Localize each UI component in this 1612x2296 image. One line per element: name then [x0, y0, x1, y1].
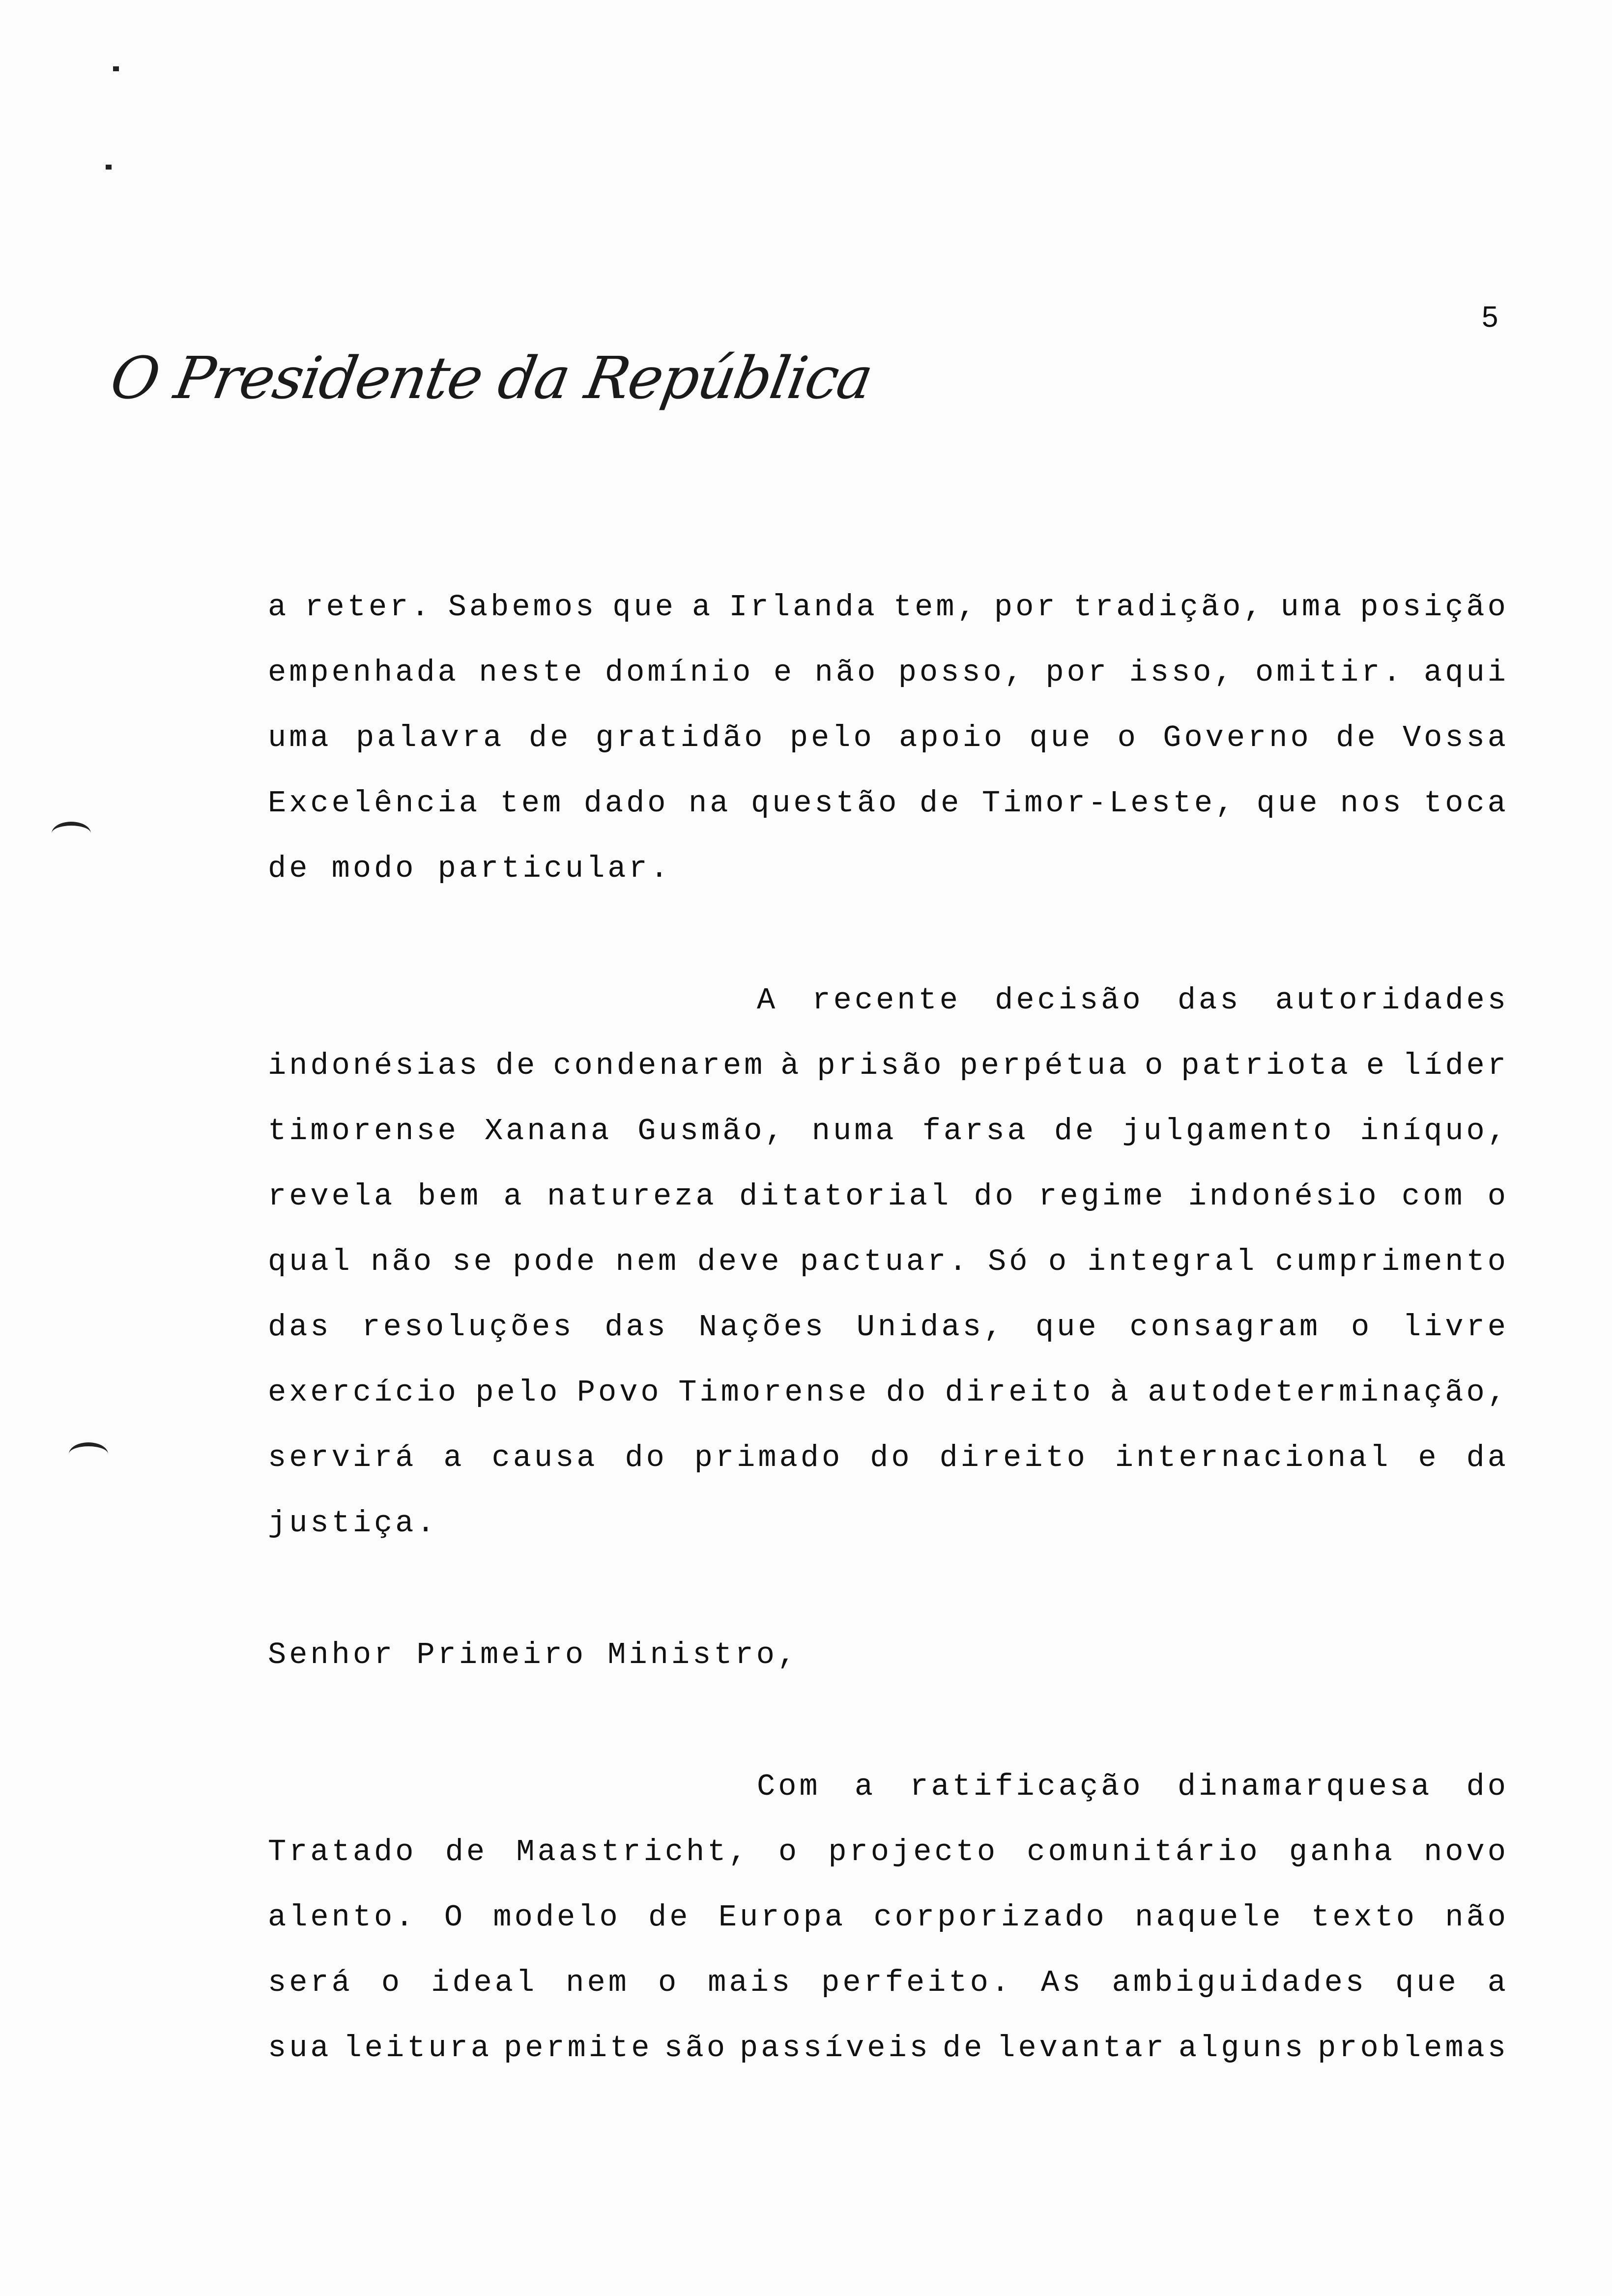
word: Irlanda: [729, 590, 878, 625]
text-line: [268, 1244, 1509, 1279]
word: Unidas,: [856, 1310, 1006, 1345]
word: mais: [708, 1965, 793, 2000]
word: com: [1401, 1179, 1466, 1214]
word: a: [503, 1179, 525, 1214]
word: condenarem: [553, 1048, 766, 1083]
word: neste: [479, 655, 585, 690]
paragraph2-last-line: justiça.: [268, 1506, 438, 1541]
text-line: [757, 983, 1509, 1018]
letterhead-title: O Presidente da República: [106, 344, 877, 412]
paragraph1-last-line: de modo particular.: [268, 851, 671, 886]
text-line: [268, 786, 1509, 821]
word: uma: [1280, 590, 1345, 625]
margin-dot: [106, 165, 112, 170]
word: das: [604, 1310, 668, 1345]
text-line: [757, 1769, 1509, 1804]
word: e: [1418, 1440, 1439, 1475]
word: comunitário: [1027, 1835, 1261, 1869]
word: livre: [1402, 1310, 1509, 1345]
text-line: [268, 1048, 1509, 1083]
word: Povo: [576, 1375, 662, 1410]
word: Com: [757, 1769, 821, 1804]
word: ditatorial: [739, 1179, 952, 1214]
word: numa: [811, 1114, 897, 1148]
word: regime: [1038, 1179, 1166, 1214]
word: Maastricht,: [516, 1835, 750, 1869]
word: isso,: [1129, 655, 1236, 690]
word: bem: [417, 1179, 482, 1214]
word: projecto: [828, 1835, 999, 1869]
word: reter.: [305, 590, 432, 625]
word: à: [780, 1048, 802, 1083]
word: consagram: [1129, 1310, 1321, 1345]
word: tradição,: [1073, 590, 1265, 625]
word: por: [1045, 655, 1110, 690]
word: o: [658, 1965, 680, 2000]
word: leitura: [343, 2031, 492, 2066]
margin-dot: [113, 66, 119, 71]
word: posso,: [898, 655, 1026, 690]
word: indonésio: [1188, 1179, 1380, 1214]
word: As: [1041, 1965, 1084, 2000]
text-line: [268, 1506, 438, 1541]
word: toca: [1424, 786, 1509, 821]
word: à: [1110, 1375, 1131, 1410]
word: indonésias: [268, 1048, 481, 1083]
word: dado: [583, 786, 669, 821]
text-line: [268, 720, 1509, 755]
word: revela: [268, 1179, 396, 1214]
word: são: [664, 2031, 728, 2066]
word: texto: [1311, 1900, 1417, 1935]
text-line: [268, 655, 1509, 690]
word: o: [778, 1835, 800, 1869]
word: ambiguidades: [1112, 1965, 1367, 2000]
word: não: [814, 655, 879, 690]
word: Europa: [718, 1900, 846, 1935]
word: que: [1035, 1310, 1099, 1345]
word: da: [1466, 1440, 1509, 1475]
word: A: [757, 983, 778, 1018]
word: apoio: [899, 720, 1006, 755]
word: o: [1048, 1244, 1070, 1279]
word: nem: [615, 1244, 680, 1279]
word: o: [381, 1965, 403, 2000]
word: Só: [987, 1244, 1031, 1279]
word: e: [773, 655, 795, 690]
word: a: [854, 1769, 876, 1804]
word: direito: [945, 1375, 1094, 1410]
word: pode: [513, 1244, 598, 1279]
word: que: [612, 590, 676, 625]
word: de: [1054, 1114, 1097, 1148]
word: a: [268, 590, 289, 625]
word: questão: [750, 786, 900, 821]
word: o: [1487, 1179, 1509, 1214]
word: iníquo,: [1360, 1114, 1509, 1148]
word: não: [371, 1244, 434, 1279]
word: palavra: [356, 720, 505, 755]
word: Excelência: [268, 786, 481, 821]
word: alguns: [1178, 2031, 1306, 2066]
word: pactuar.: [800, 1244, 970, 1279]
word: modelo: [493, 1900, 621, 1935]
word: autoridades: [1275, 983, 1509, 1018]
word: Timor-Leste,: [981, 786, 1237, 821]
word: o: [1351, 1310, 1373, 1345]
word: Tratado: [268, 1835, 417, 1869]
word: que: [1029, 720, 1094, 755]
text-line: [268, 2031, 1509, 2066]
word: Vossa: [1402, 720, 1509, 755]
text-line: [268, 1310, 1509, 1345]
word: tem,: [893, 590, 979, 625]
word: do: [625, 1440, 667, 1475]
word: na: [689, 786, 731, 821]
word: Gusmão,: [637, 1114, 786, 1148]
word: de: [648, 1900, 691, 1935]
word: do: [974, 1179, 1016, 1214]
word: nos: [1340, 786, 1404, 821]
text-line: [268, 590, 1509, 625]
word: pelo: [789, 720, 875, 755]
word: julgamento: [1122, 1114, 1335, 1148]
text-line: [268, 1179, 1509, 1214]
word: de: [528, 720, 572, 755]
word: do: [886, 1375, 929, 1410]
text-line: [268, 1835, 1509, 1869]
salutation: Senhor Primeiro Ministro,: [268, 1637, 799, 1672]
word: líder: [1402, 1048, 1509, 1083]
word: problemas: [1318, 2031, 1509, 2066]
word: por: [994, 590, 1058, 625]
word: O: [444, 1900, 466, 1935]
word: deve: [697, 1244, 782, 1279]
text-line: [268, 851, 671, 886]
word: decisão: [995, 983, 1144, 1018]
word: das: [1177, 983, 1241, 1018]
word: servirá: [268, 1440, 417, 1475]
word: do: [870, 1440, 913, 1475]
word: causa: [491, 1440, 598, 1475]
word: prisão: [817, 1048, 945, 1083]
word: cumprimento: [1275, 1244, 1509, 1279]
word: exercício: [268, 1375, 459, 1410]
word: timorense: [268, 1114, 459, 1148]
word: alento.: [268, 1900, 417, 1935]
word: que: [1395, 1965, 1459, 2000]
word: perfeito.: [821, 1965, 1012, 2000]
word: de: [1336, 720, 1379, 755]
word: corporizado: [873, 1900, 1107, 1935]
word: o: [1117, 720, 1139, 755]
word: das: [268, 1310, 332, 1345]
margin-hole-mark: [69, 1442, 108, 1466]
word: posição: [1360, 590, 1509, 625]
word: ideal: [431, 1965, 538, 2000]
word: de: [942, 2031, 985, 2066]
word: passíveis: [740, 2031, 931, 2066]
word: que: [1256, 786, 1321, 821]
word: recente: [812, 983, 961, 1018]
word: naquele: [1135, 1900, 1284, 1935]
word: e: [1366, 1048, 1388, 1083]
word: integral: [1087, 1244, 1258, 1279]
page-number: 5: [1482, 300, 1498, 333]
text-line: [268, 1440, 1509, 1475]
text-line: [268, 1637, 799, 1672]
word: se: [452, 1244, 495, 1279]
word: gratidão: [595, 720, 766, 755]
margin-hole-mark: [52, 822, 91, 845]
word: levantar: [997, 2031, 1167, 2066]
word: sua: [268, 2031, 332, 2066]
word: primado: [694, 1440, 843, 1475]
word: Governo: [1163, 720, 1312, 755]
word: pelo: [475, 1375, 561, 1410]
text-line: [268, 1900, 1509, 1935]
word: dinamarquesa: [1177, 1769, 1433, 1804]
word: omitir.: [1255, 655, 1404, 690]
word: aqui: [1424, 655, 1509, 690]
text-line: [268, 1375, 1509, 1410]
word: autodeterminação,: [1148, 1375, 1509, 1410]
word: farsa: [922, 1114, 1029, 1148]
word: internacional: [1115, 1440, 1391, 1475]
word: será: [268, 1965, 353, 2000]
word: ganha: [1289, 1835, 1395, 1869]
word: novo: [1424, 1835, 1509, 1869]
word: uma: [268, 720, 332, 755]
word: resoluções: [362, 1310, 575, 1345]
word: do: [1466, 1769, 1509, 1804]
word: domínio: [604, 655, 754, 690]
text-line: [268, 1965, 1509, 2000]
word: perpétua: [959, 1048, 1130, 1083]
word: Xanana: [484, 1114, 612, 1148]
word: a: [443, 1440, 465, 1475]
word: natureza: [547, 1179, 717, 1214]
word: de: [919, 786, 962, 821]
word: nem: [566, 1965, 630, 2000]
word: ratificação: [910, 1769, 1144, 1804]
word: Sabemos: [448, 590, 597, 625]
word: Nações: [698, 1310, 826, 1345]
word: empenhada: [268, 655, 459, 690]
word: Timorense: [678, 1375, 870, 1410]
word: tem: [500, 786, 564, 821]
word: patriota: [1181, 1048, 1351, 1083]
word: a: [1487, 1965, 1509, 2000]
word: permite: [504, 2031, 653, 2066]
word: direito: [939, 1440, 1088, 1475]
word: o: [1145, 1048, 1166, 1083]
word: de: [495, 1048, 538, 1083]
word: não: [1445, 1900, 1509, 1935]
word: qual: [268, 1244, 353, 1279]
word: a: [692, 590, 714, 625]
text-line: [268, 1114, 1509, 1148]
word: de: [445, 1835, 488, 1869]
